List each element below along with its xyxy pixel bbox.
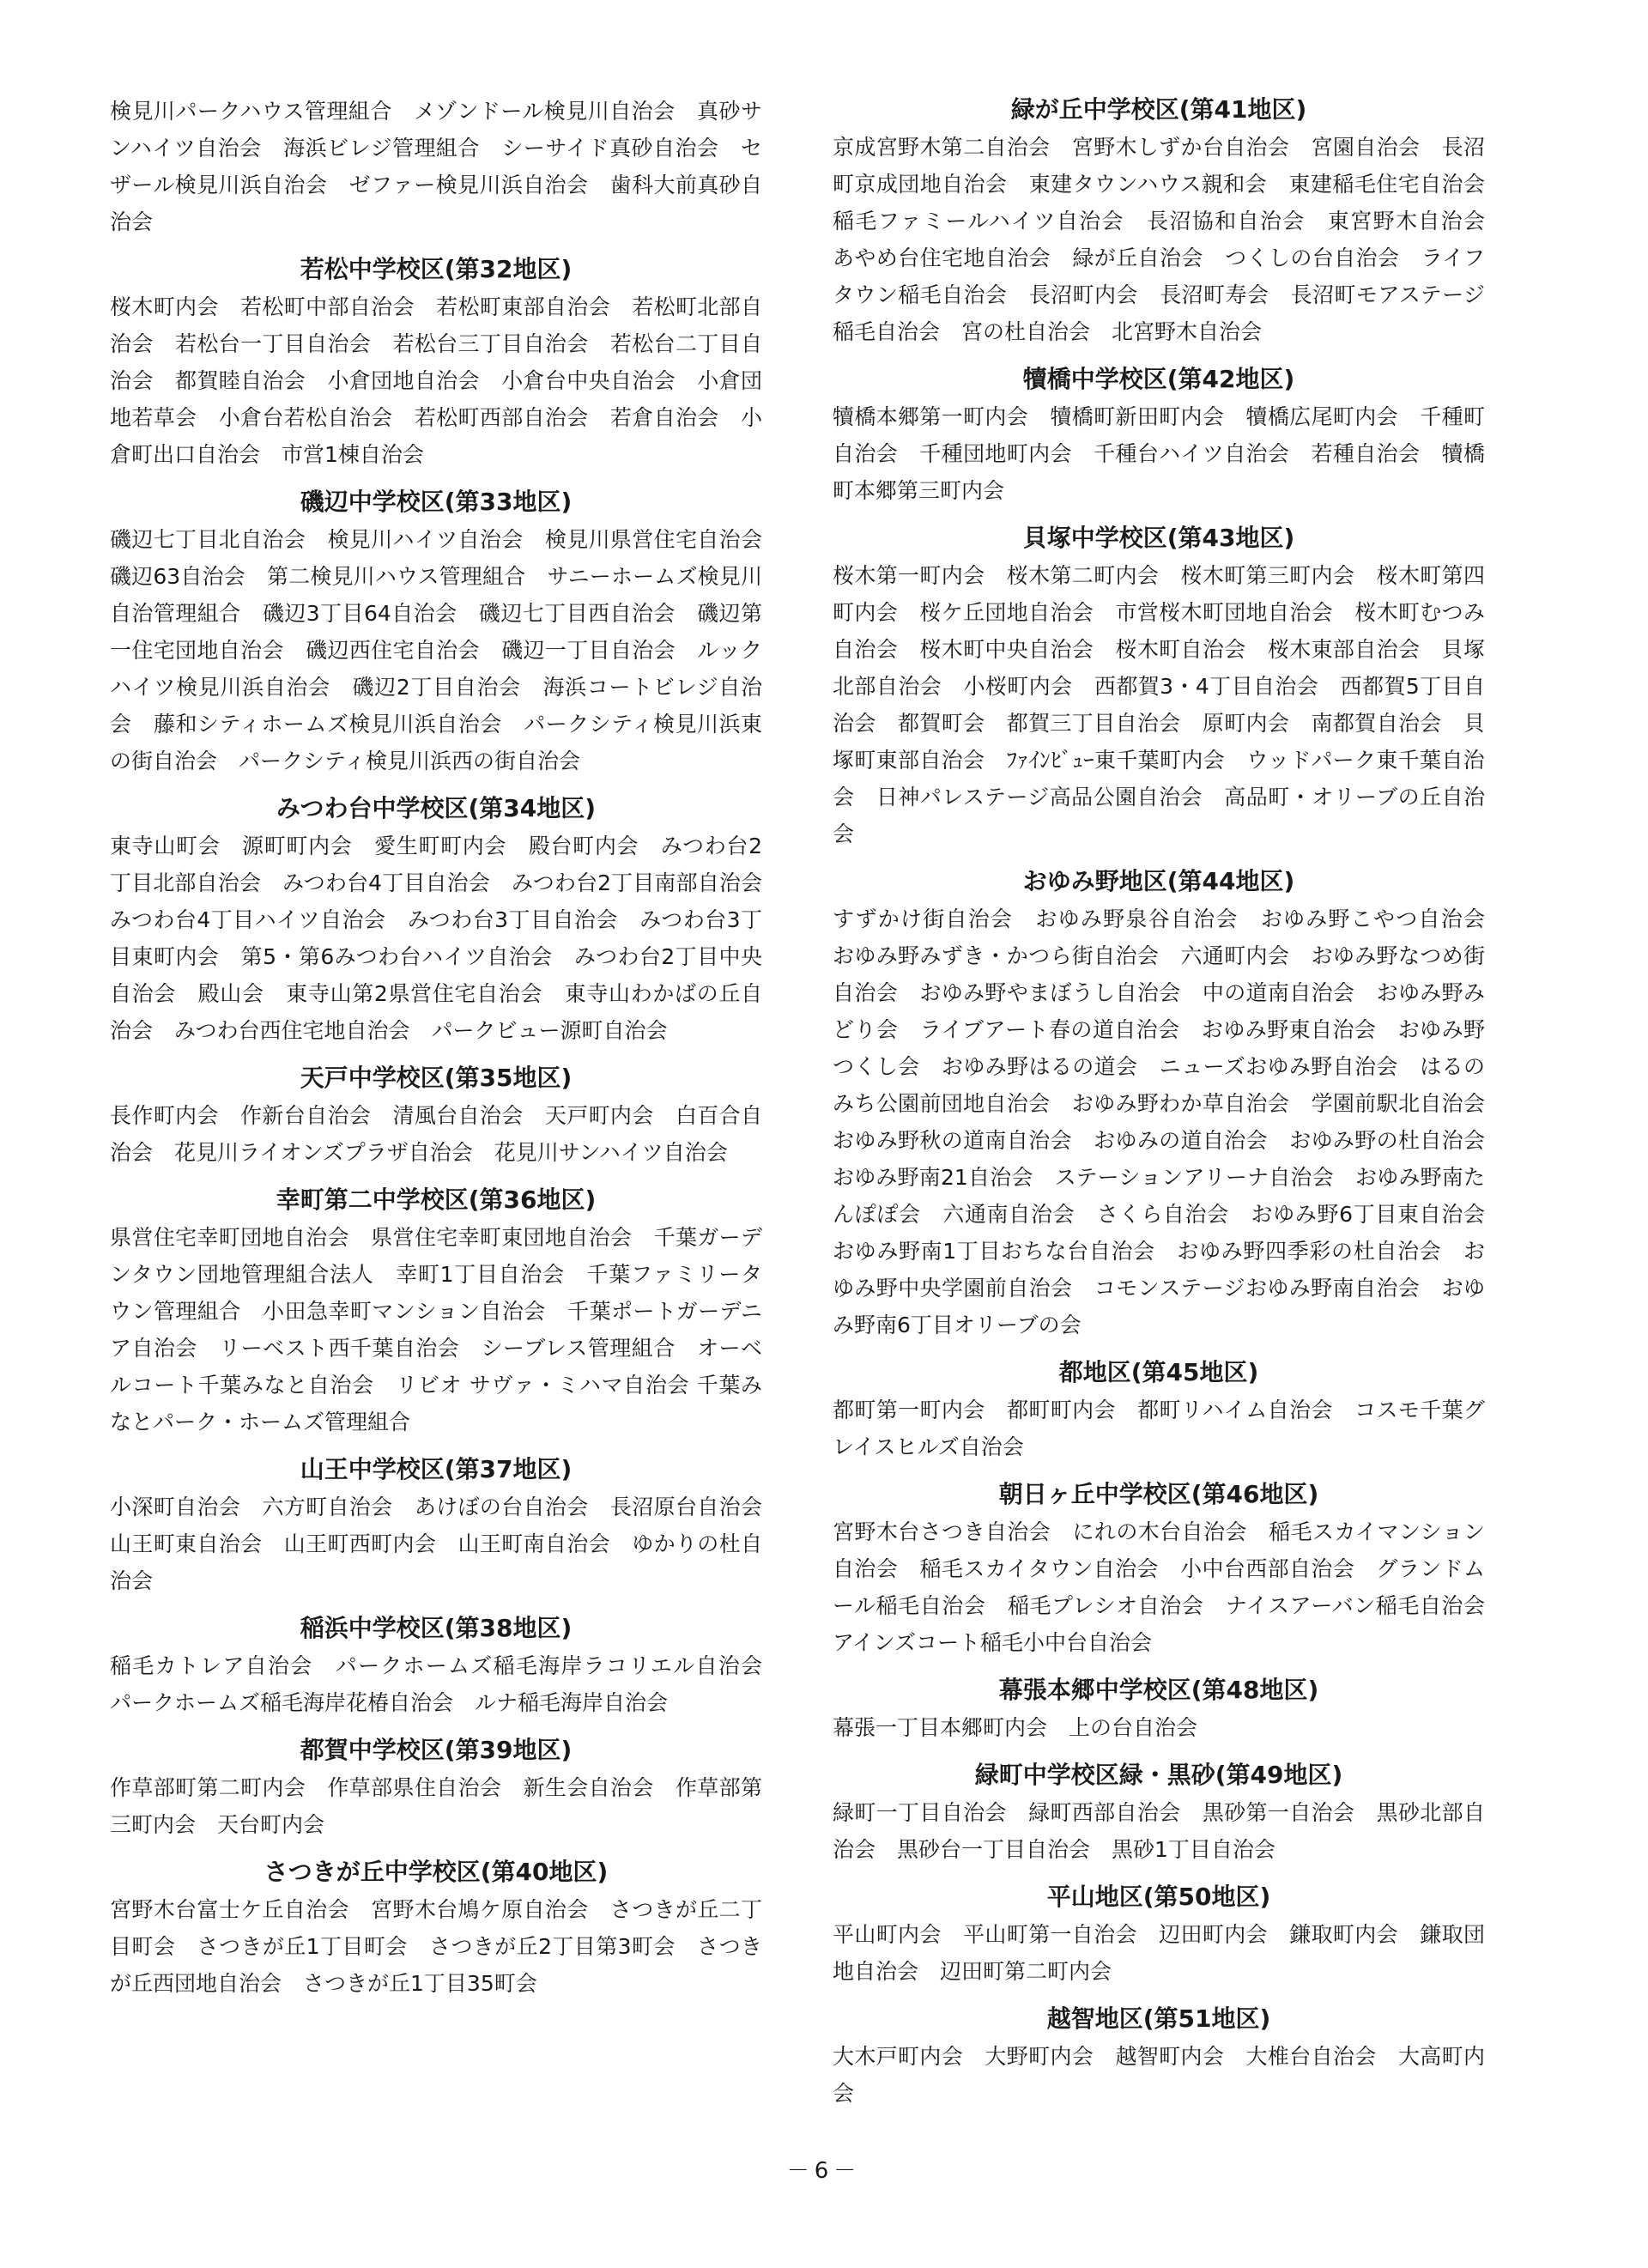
district-section bbox=[833, 1355, 1485, 1465]
district-heading: 平山地区(第50地区) bbox=[1046, 1883, 1271, 1911]
district-heading: おゆみ野地区(第44地区) bbox=[1022, 867, 1295, 895]
district-heading: 朝日ヶ丘中学校区(第46地区) bbox=[998, 1480, 1319, 1508]
district-section bbox=[833, 1477, 1507, 1661]
district-association-list: 京成宮野木第二自治会 宮野木しずか台自治会 宮園自治会 長沼町京成団地自治会 東建タウンハウス親和会 東建稲毛住宅自治会 稲毛ファミールハイツ自治会 長沼協和自治会 東宮野木自治会 あやめ台住宅地自治会 緑が丘自治会 つくしの台自治会 ライフタウン稲毛自治会 長沼町内会 長沼町寿会 長沼町モアステージ稲毛自治会 宮の杜自治会 北宮野木自治会 bbox=[833, 135, 1507, 344]
district-association-list: 長作町内会 作新台自治会 清風台自治会 天戸町内会 白百合自治会 花見川ライオンズプラザ自治会 花見川サンハイツ自治会 bbox=[110, 1103, 762, 1165]
district-association-list: 宮野木台さつき自治会 にれの木台自治会 稲毛スカイマンション自治会 稲毛スカイタウン自治会 小中台西部自治会 グランドムール稲毛自治会 稲毛プレシオ自治会 ナイスアーバン稲毛自治会 アインズコート稲毛小中台自治会 bbox=[833, 1519, 1507, 1655]
district-association-list: 幕張一丁目本郷町内会 上の台自治会 bbox=[833, 1715, 1198, 1740]
district-heading: 山王中学校区(第37地区) bbox=[300, 1455, 573, 1483]
district-heading: さつきが丘中学校区(第40地区) bbox=[264, 1858, 609, 1886]
district-section bbox=[833, 2002, 1485, 2112]
district-heading: 越智地区(第51地区) bbox=[1046, 2004, 1271, 2033]
district-association-list: すずかけ街自治会 おゆみ野泉谷自治会 おゆみ野こやつ自治会 おゆみ野みずき・かつら街自治会 六通町内会 おゆみ野なつめ街自治会 おゆみ野やまぼうし自治会 中の道南自治会 おゆみ野みどり会 ライブアート春の道自治会 おゆみ野東自治会 おゆみ野つくし会 おゆみ野はるの道会 ニューズおゆみ野自治会 はるのみち公園前団地自治会 おゆみ野わか草自治会 学園前駅北自治会 おゆみ野秋の道南自治会 おゆみの道自治会 おゆみ野の杜自治会 おゆみ野南21自治会 ステーションアリーナ自治会 おゆみ野南たんぽぽ会 六通南自治会 さくら自治会 おゆみ野6丁目東自治会 おゆみ野南1丁目おちな台自治会 おゆみ野四季彩の杜自治会 おゆみ野中央学園前自治会 コモンステージおゆみ野南自治会 おゆみ野南6丁目オリーブの会 bbox=[833, 907, 1507, 1337]
district-section bbox=[833, 1673, 1485, 1746]
district-section bbox=[110, 252, 762, 473]
district-association-list: 緑町一丁目自治会 緑町西部自治会 黒砂第一自治会 黒砂北部自治会 黒砂台一丁目自治会 黒砂1丁目自治会 bbox=[833, 1800, 1485, 1862]
district-section bbox=[110, 1733, 762, 1843]
district-section bbox=[833, 1880, 1485, 1990]
district-section bbox=[833, 362, 1485, 509]
district-heading: 緑町中学校区緑・黒砂(第49地区) bbox=[974, 1761, 1343, 1789]
district-section bbox=[110, 485, 785, 779]
district-association-list: 犢橋本郷第一町内会 犢橋町新田町内会 犢橋広尾町内会 千種町自治会 千種団地町内会 千種台ハイツ自治会 若種自治会 犢橋町本郷第三町内会 bbox=[833, 404, 1485, 503]
district-section bbox=[110, 1452, 785, 1599]
district-association-list: 都町第一町内会 都町町内会 都町リハイム自治会 コスモ千葉グレイスヒルズ自治会 bbox=[833, 1398, 1485, 1459]
right-column bbox=[833, 93, 1507, 2124]
district-association-list: 小深町自治会 六方町自治会 あけぼの台自治会 長沼原台自治会 山王町東自治会 山王町西町内会 山王町南自治会 ゆかりの杜自治会 bbox=[110, 1495, 785, 1593]
district-section bbox=[110, 1183, 762, 1440]
district-association-list: 宮野木台富士ケ丘自治会 宮野木台鳩ケ原自治会 さつきが丘二丁目町会 さつきが丘1丁目町会 さつきが丘2丁目第3町会 さつきが丘西団地自治会 さつきが丘1丁目35町会 bbox=[110, 1897, 762, 1996]
district-association-list: 東寺山町会 源町町内会 愛生町町内会 殿台町内会 みつわ台2丁目北部自治会 みつわ台4丁目自治会 みつわ台2丁目南部自治会 みつわ台4丁目ハイツ自治会 みつわ台3丁目自治会 みつわ台3丁目東町内会 第5・第6みつわ台ハイツ自治会 みつわ台2丁目中央自治会 殿山会 東寺山第2県営住宅自治会 東寺山わかばの丘自治会 みつわ台西住宅地自治会 パークビュー源町自治会 bbox=[110, 834, 785, 1043]
district-heading: 稲浜中学校区(第38地区) bbox=[300, 1614, 573, 1642]
page-number: －6－ bbox=[786, 2158, 862, 2184]
intro-section bbox=[110, 93, 762, 240]
district-heading: 磯辺中学校区(第33地区) bbox=[300, 488, 573, 516]
district-association-list: 県営住宅幸町団地自治会 県営住宅幸町東団地自治会 千葉ガーデンタウン団地管理組合法人 幸町1丁目自治会 千葉ファミリータウン管理組合 小田急幸町マンション自治会 千葉ポートガーデニア自治会 リーベスト西千葉自治会 シーブレス管理組合 オーベルコート千葉みなと自治会 リビオ サヴァ・ミハマ自治会 千葉みなとパーク・ホームズ管理組合 bbox=[110, 1225, 762, 1434]
district-association-list: 桜木町内会 若松町中部自治会 若松町東部自治会 若松町北部自治会 若松台一丁目自治会 若松台三丁目自治会 若松台二丁目自治会 都賀睦自治会 小倉団地自治会 小倉台中央自治会 小倉団地若草会 小倉台若松自治会 若松町西部自治会 若倉自治会 小倉町出口自治会 市営1棟自治会 bbox=[110, 294, 762, 467]
district-section bbox=[833, 1758, 1485, 1868]
district-section bbox=[833, 521, 1485, 852]
left-column bbox=[110, 93, 785, 2014]
district-heading: 天戸中学校区(第35地区) bbox=[300, 1064, 573, 1092]
district-section bbox=[110, 1611, 785, 1721]
district-association-list: 磯辺七丁目北自治会 検見川ハイツ自治会 検見川県営住宅自治会 磯辺63自治会 第二検見川ハウス管理組合 サニーホームズ検見川自治管理組合 磯辺3丁目64自治会 磯辺七丁目西自治会 磯辺第一住宅団地自治会 磯辺西住宅自治会 磯辺一丁目自治会 ルックハイツ検見川浜自治会 磯辺2丁目自治会 海浜コートビレジ自治会 藤和シティホームズ検見川浜自治会 パークシティ検見川浜東の街自治会 パークシティ検見川浜西の街自治会 bbox=[110, 527, 785, 773]
district-association-list: 作草部町第二町内会 作草部県住自治会 新生会自治会 作草部第三町内会 天台町内会 bbox=[110, 1775, 762, 1837]
district-heading: 貝塚中学校区(第43地区) bbox=[1022, 524, 1295, 552]
district-heading: みつわ台中学校区(第34地区) bbox=[276, 794, 596, 822]
district-section bbox=[110, 791, 785, 1049]
district-heading: 都賀中学校区(第39地区) bbox=[300, 1736, 573, 1764]
district-section bbox=[833, 93, 1507, 350]
district-association-list: 平山町内会 平山町第一自治会 辺田町内会 鎌取町内会 鎌取団地自治会 辺田町第二町内会 bbox=[833, 1922, 1485, 1984]
district-heading: 都地区(第45地区) bbox=[1058, 1358, 1259, 1386]
district-association-list: 大木戸町内会 大野町内会 越智町内会 大椎台自治会 大高町内会 bbox=[833, 2044, 1485, 2106]
intro-text: 検見川パークハウス管理組合 メゾンドール検見川自治会 真砂サンハイツ自治会 海浜ビレジ管理組合 シーサイド真砂自治会 セザール検見川浜自治会 ゼファー検見川浜自治会 歯科大前真砂自治会 bbox=[110, 99, 762, 234]
district-association-list: 稲毛カトレア自治会 パークホームズ稲毛海岸ラコリエル自治会 パークホームズ稲毛海岸花椿自治会 ルナ稲毛海岸自治会 bbox=[110, 1653, 785, 1715]
district-heading: 緑が丘中学校区(第41地区) bbox=[1010, 95, 1307, 124]
district-association-list: 桜木第一町内会 桜木第二町内会 桜木町第三町内会 桜木町第四町内会 桜ケ丘団地自治会 市営桜木町団地自治会 桜木町むつみ自治会 桜木町中央自治会 桜木町自治会 桜木東部自治会 貝塚北部自治会 小桜町内会 西都賀3・4丁目自治会 西都賀5丁目自治会 都賀町会 都賀三丁目自治会 原町内会 南都賀自治会 貝塚町東部自治会 ﾌｧｲﾝﾋﾞｭｰ東千葉町内会 ウッドパーク東千葉自治会 日神パレステージ高品公園自治会 高品町・オリーブの丘自治会 bbox=[833, 563, 1485, 846]
district-section bbox=[833, 864, 1507, 1343]
district-heading: 犢橋中学校区(第42地区) bbox=[1022, 365, 1295, 393]
district-heading: 若松中学校区(第32地区) bbox=[300, 255, 573, 283]
district-section bbox=[110, 1061, 762, 1171]
district-heading: 幕張本郷中学校区(第48地区) bbox=[998, 1676, 1319, 1704]
district-heading: 幸町第二中学校区(第36地区) bbox=[276, 1186, 597, 1214]
district-section bbox=[110, 1855, 762, 2002]
